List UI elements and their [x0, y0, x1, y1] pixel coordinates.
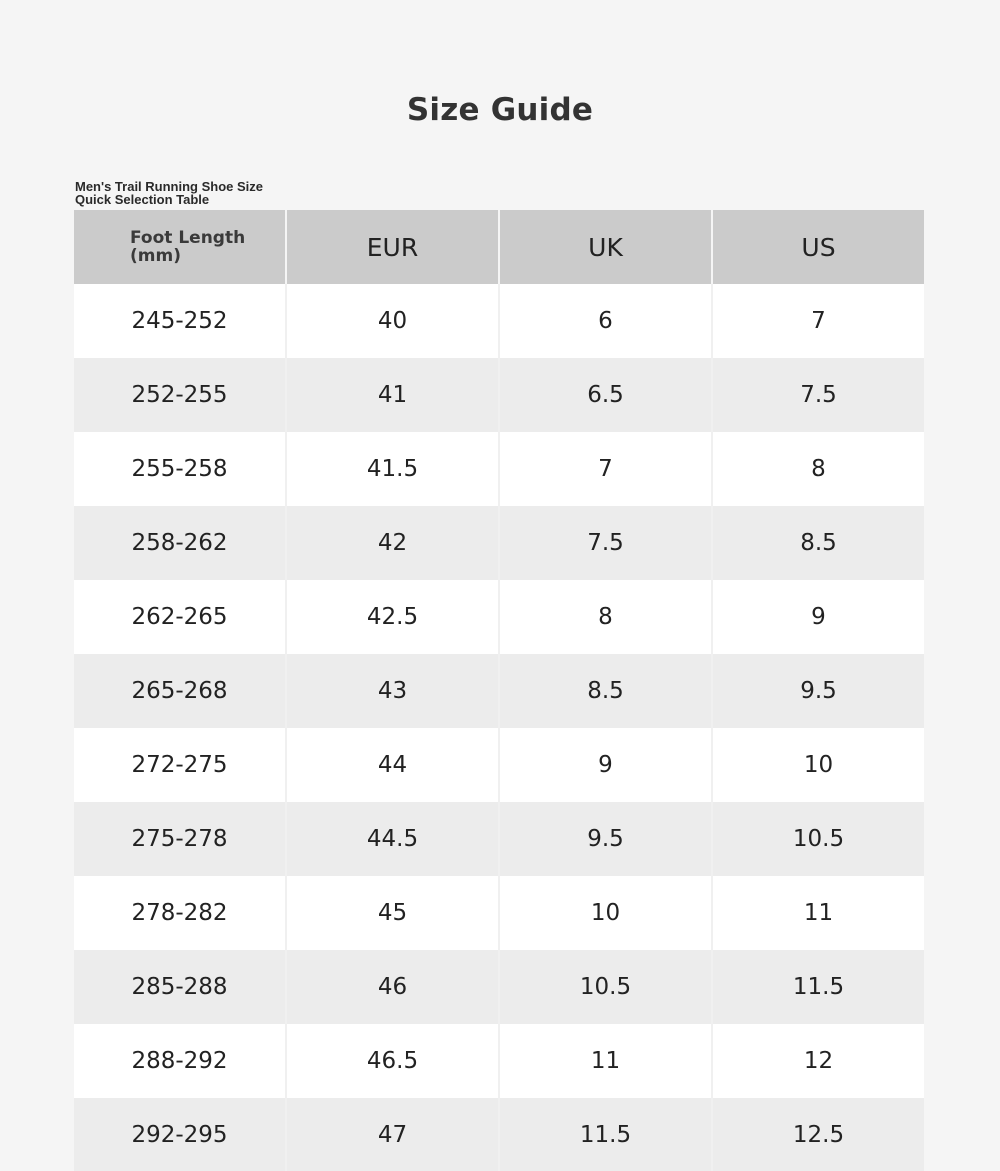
- cell-uk: 9: [499, 728, 712, 802]
- cell-foot-length: 278-282: [74, 876, 286, 950]
- table-row: [74, 876, 924, 950]
- cell-foot-length: 258-262: [74, 506, 286, 580]
- table-row: [74, 654, 924, 728]
- table-row: [74, 506, 924, 580]
- cell-uk: 7.5: [499, 506, 712, 580]
- cell-uk: 9.5: [499, 802, 712, 876]
- cell-us: 10: [712, 728, 924, 802]
- cell-us: 9: [712, 580, 924, 654]
- cell-uk: 6: [499, 284, 712, 358]
- cell-eur: 44: [286, 728, 499, 802]
- cell-eur: 40: [286, 284, 499, 358]
- header-foot-length: Foot Length (mm): [74, 210, 286, 284]
- cell-foot-length: 288-292: [74, 1024, 286, 1098]
- cell-us: 11: [712, 876, 924, 950]
- cell-eur: 46: [286, 950, 499, 1024]
- table-row: [74, 1024, 924, 1098]
- header-uk: UK: [499, 210, 712, 284]
- cell-eur: 47: [286, 1098, 499, 1171]
- cell-uk: 10.5: [499, 950, 712, 1024]
- cell-foot-length: 245-252: [74, 284, 286, 358]
- cell-foot-length: 265-268: [74, 654, 286, 728]
- page-title: Size Guide: [406, 92, 594, 128]
- cell-eur: 42.5: [286, 580, 499, 654]
- header-eur: EUR: [286, 210, 499, 284]
- cell-us: 10.5: [712, 802, 924, 876]
- cell-foot-length: 275-278: [74, 802, 286, 876]
- cell-eur: 43: [286, 654, 499, 728]
- cell-us: 11.5: [712, 950, 924, 1024]
- cell-foot-length: 292-295: [74, 1098, 286, 1171]
- cell-us: 9.5: [712, 654, 924, 728]
- cell-us: 7.5: [712, 358, 924, 432]
- cell-uk: 8: [499, 580, 712, 654]
- table-row: [74, 358, 924, 432]
- table-row: [74, 728, 924, 802]
- table-row: [74, 950, 924, 1024]
- cell-foot-length: 272-275: [74, 728, 286, 802]
- cell-foot-length: 252-255: [74, 358, 286, 432]
- cell-us: 12.5: [712, 1098, 924, 1171]
- table-row: [74, 432, 924, 506]
- cell-uk: 11.5: [499, 1098, 712, 1171]
- cell-us: 8.5: [712, 506, 924, 580]
- table-body: [74, 284, 924, 1171]
- cell-uk: 11: [499, 1024, 712, 1098]
- cell-eur: 44.5: [286, 802, 499, 876]
- cell-foot-length: 262-265: [74, 580, 286, 654]
- cell-uk: 10: [499, 876, 712, 950]
- table-row: [74, 284, 924, 358]
- cell-eur: 41.5: [286, 432, 499, 506]
- cell-foot-length: 255-258: [74, 432, 286, 506]
- cell-us: 7: [712, 284, 924, 358]
- table-header-row: [74, 210, 924, 284]
- cell-us: 12: [712, 1024, 924, 1098]
- size-table: [74, 210, 924, 1171]
- cell-eur: 41: [286, 358, 499, 432]
- cell-uk: 7: [499, 432, 712, 506]
- table-subtitle: Men's Trail Running Shoe Size Quick Selection Table: [75, 179, 264, 207]
- cell-us: 8: [712, 432, 924, 506]
- cell-uk: 6.5: [499, 358, 712, 432]
- cell-foot-length: 285-288: [74, 950, 286, 1024]
- table-row: [74, 580, 924, 654]
- cell-eur: 46.5: [286, 1024, 499, 1098]
- header-us: US: [712, 210, 924, 284]
- table-row: [74, 1098, 924, 1171]
- cell-eur: 45: [286, 876, 499, 950]
- cell-eur: 42: [286, 506, 499, 580]
- table-row: [74, 802, 924, 876]
- cell-uk: 8.5: [499, 654, 712, 728]
